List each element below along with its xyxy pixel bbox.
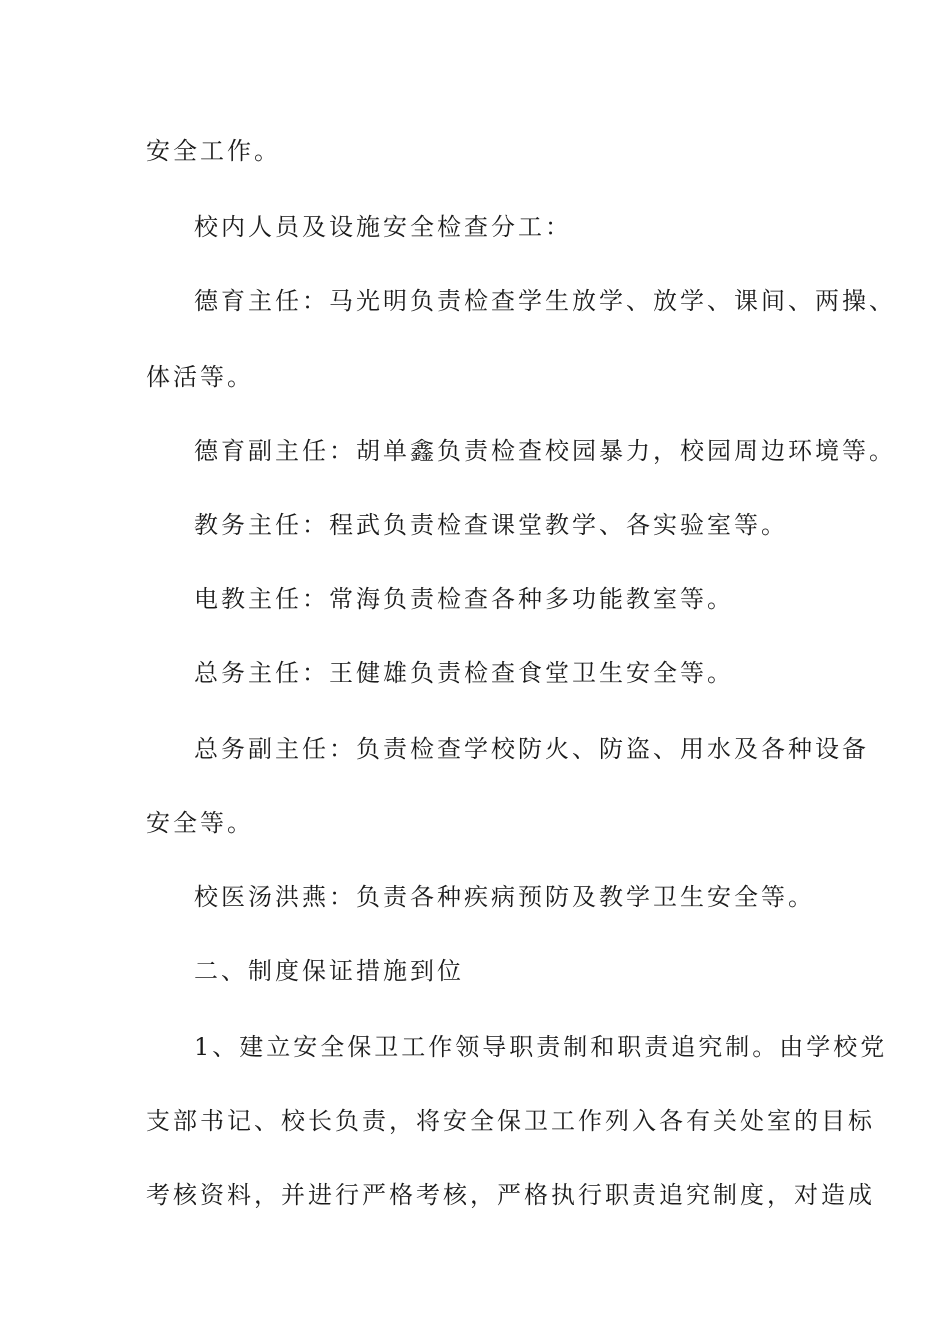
text-line: 总务主任：王健雄负责检查食堂卫生安全等。 [194, 659, 734, 687]
text-line: 体活等。 [146, 363, 254, 391]
text-line: 德育主任：马光明负责检查学生放学、放学、课间、两操、 [194, 287, 896, 315]
text-line: 1、建立安全保卫工作领导职责制和职责追究制。由学校党 [194, 1033, 888, 1061]
text-line: 安全工作。 [146, 137, 281, 165]
text-line: 校内人员及设施安全检查分工： [194, 213, 572, 241]
text-line: 教务主任：程武负责检查课堂教学、各实验室等。 [194, 511, 788, 539]
text-line: 总务副主任：负责检查学校防火、防盗、用水及各种设备 [194, 735, 869, 763]
section-heading: 二、制度保证措施到位 [194, 957, 464, 985]
text-line: 电教主任：常海负责检查各种多功能教室等。 [194, 585, 734, 613]
text-line: 支部书记、校长负责，将安全保卫工作列入各有关处室的目标 [146, 1107, 875, 1135]
text-line: 考核资料，并进行严格考核，严格执行职责追究制度，对造成 [146, 1181, 875, 1209]
text-line: 安全等。 [146, 809, 254, 837]
text-line: 德育副主任：胡单鑫负责检查校园暴力，校园周边环境等。 [194, 437, 896, 465]
text-line: 校医汤洪燕：负责各种疾病预防及教学卫生安全等。 [194, 883, 815, 911]
